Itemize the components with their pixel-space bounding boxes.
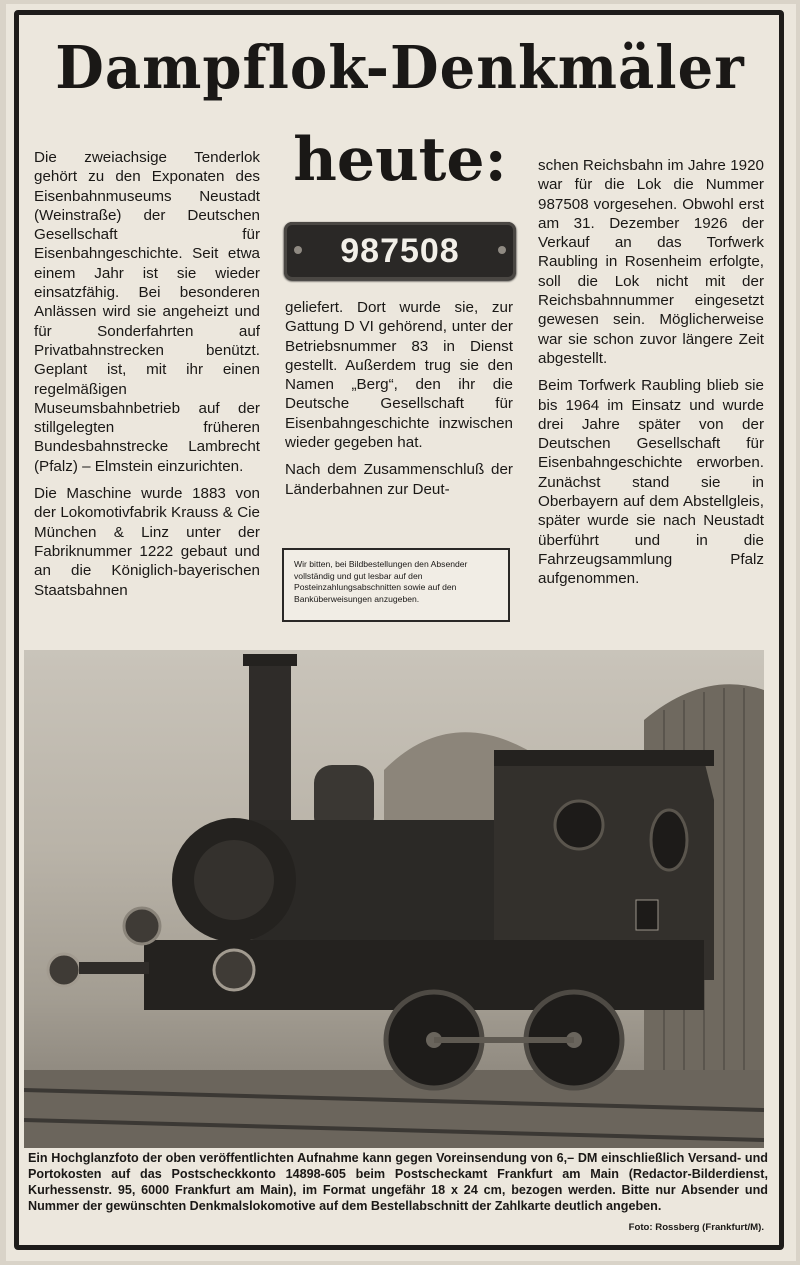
article-column-3	[538, 156, 764, 597]
rivet-icon	[498, 246, 506, 254]
paragraph: Die zweiachsige Tenderlok gehört zu den Exponaten des Eisenbahnmuseums Neustadt (Weinstraße) der Deutschen Gesellschaft für Eisenbahngeschichte. Seit etwa einem Jahr ist sie wieder einsatzfähig. Bei besonderen Anlässen wird sie angeheizt und für Sonderfahrten auf Privatbahnstrecken benützt. Geplant ist, mit ihr einen regelmäßigen Museumsbahnbetrieb auf der stillgelegten früheren Bundesbahnstrecke Lambrecht (Pfalz) – Elmstein einzurichten.	[34, 149, 260, 475]
order-notice-box: Wir bitten, bei Bildbestellungen den Absender vollständig und gut lesbar auf den Posteinzahlungsabschnitten sowie auf den Banküberweisungen anzugeben.	[282, 548, 510, 622]
paragraph: Die Maschine wurde 1883 von der Lokomotivfabrik Krauss & Cie München & Linz unter der Fabriknummer 1222 gebaut und an die Königlich-bayerischen Staatsbahnen	[34, 485, 260, 599]
photo-caption: Ein Hochglanzfoto der oben veröffentlichten Aufnahme kann gegen Voreinsendung von 6,– DM einschließlich Versand- und Portokosten auf das Postscheckkonto 14898-605 beim Postscheckamt Frankfurt am Main (Redactor-Bilderdienst, Kurhessenstr. 95, 6000 Frankfurt am Main), im Format ungefähr 18 x 24 cm, bezogen werden. Bitte nur Absender und Nummer der gewünschten Denkmalslokomotive auf dem Bestellabschnitt der Zahlkarte deutlich angeben.	[28, 1151, 768, 1213]
article-column-2	[285, 298, 513, 507]
plate-number: 987508	[340, 231, 460, 270]
subheadline: heute:	[293, 125, 507, 195]
locomotive-number-plate	[284, 222, 516, 280]
paragraph: Nach dem Zusammenschluß der Länderbahnen zur Deut-	[285, 461, 513, 498]
locomotive-illustration	[24, 650, 764, 1148]
headline: Dampflok-Denkmäler	[55, 33, 745, 103]
locomotive-photo	[24, 650, 764, 1148]
paragraph: geliefert. Dort wurde sie, zur Gattung D VI gehörend, unter der Betriebsnummer 83 in Dienst gestellt. Außerdem trug sie den Namen „Berg“, den ihr die Deutsche Gesellschaft für Eisenbahngeschichte inzwischen wieder gegeben hat.	[285, 299, 513, 452]
rivet-icon	[294, 246, 302, 254]
photo-credit: Foto: Rossberg (Frankfurt/M).	[628, 1222, 764, 1233]
article-column-1	[34, 148, 260, 608]
paragraph: schen Reichsbahn im Jahre 1920 war für die Lok die Nummer 987508 vorgesehen. Obwohl erst am 31. Dezember 1926 der Verkauf an das Torfwerk Raubling in Rosenheim erfolgte, soll die Lok nicht mit der Reichsbahnnummer eingesetzt gewesen sein. Möglicherweise war sie schon zuvor längere Zeit abgestellt.	[538, 157, 764, 367]
paragraph: Beim Torfwerk Raubling blieb sie bis 1964 im Einsatz und wurde drei Jahre später von der Deutschen Gesellschaft für Eisenbahngeschichte erworben. Zunächst stand sie in Oberbayern auf dem Abstellgleis, später wurde sie nach Neustadt überführt und in die Fahrzeugsammlung Pfalz aufgenommen.	[538, 377, 764, 588]
